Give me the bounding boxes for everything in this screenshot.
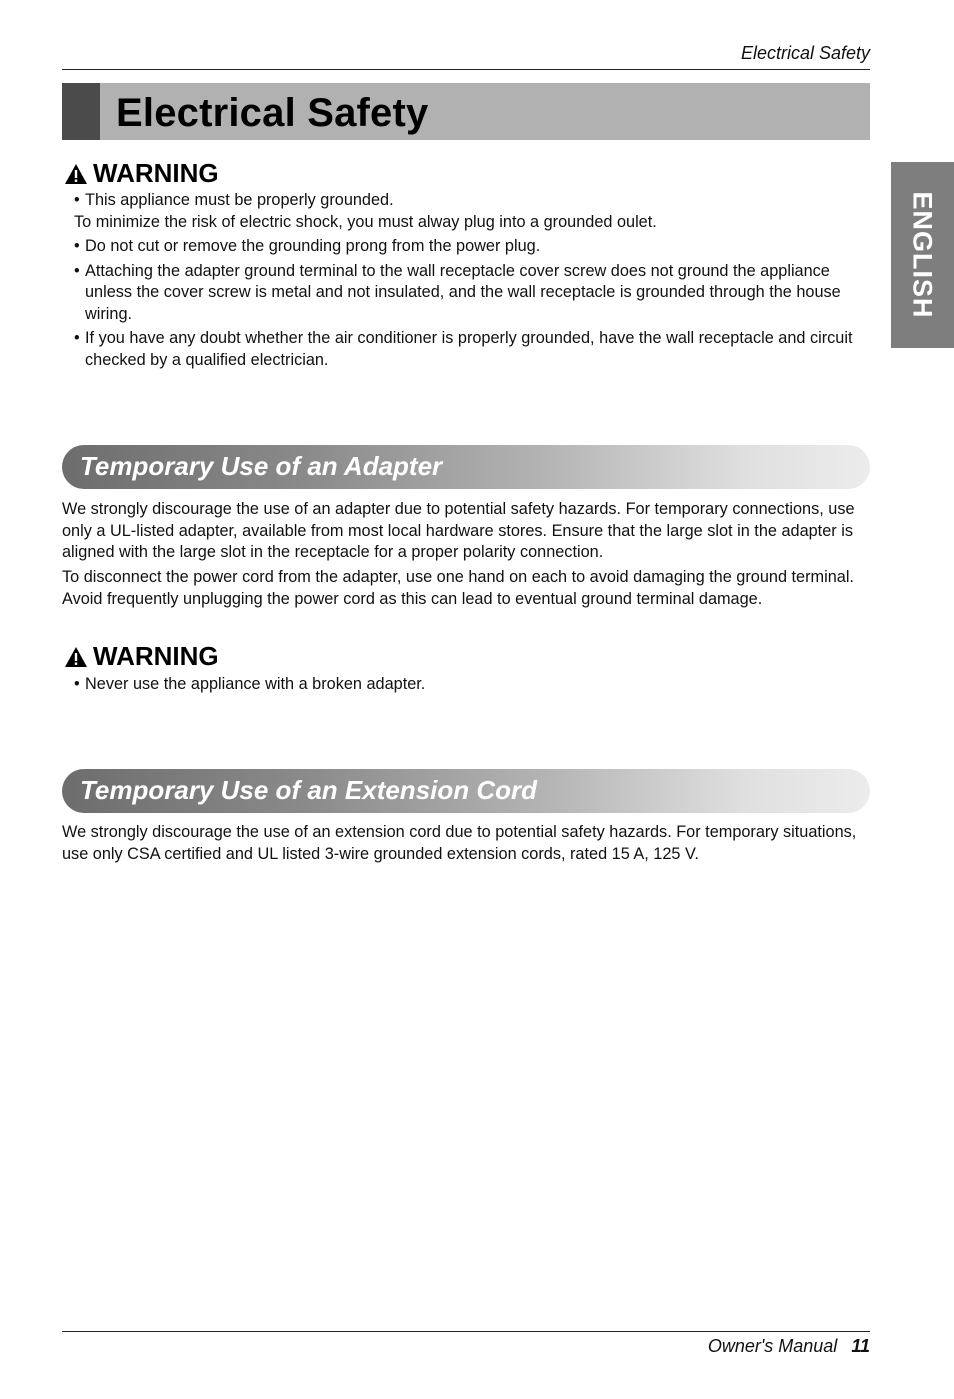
list-item-subtext: To minimize the risk of electric shock, you must alway plug into a grounded oulet. xyxy=(74,212,657,231)
section-bar-extension xyxy=(62,769,870,813)
warning-list-2 xyxy=(74,674,874,699)
warning-triangle-icon xyxy=(64,646,88,668)
warning-heading-1 xyxy=(64,158,219,189)
warning-list-1 xyxy=(74,190,874,374)
footer-rule xyxy=(62,1331,870,1332)
list-item-text: This appliance must be properly grounded. xyxy=(85,191,394,209)
warning-heading-2 xyxy=(64,641,219,672)
list-item-text: Attaching the adapter ground terminal to the wall receptacle cover screw does not ground the appliance unless the cover screw is metal and not insulated, and the wall receptacle is grounded through the house wiring. xyxy=(85,261,841,323)
footer xyxy=(708,1336,870,1357)
language-tab xyxy=(891,162,954,348)
list-item-text: If you have any doubt whether the air conditioner is properly grounded, have the wall receptacle and circuit checked by a qualified electrician. xyxy=(85,329,853,369)
warning-label: WARNING xyxy=(93,641,219,671)
page-number: 11 xyxy=(851,1336,870,1356)
warning-label: WARNING xyxy=(93,158,219,188)
adapter-paragraph-2: To disconnect the power cord from the adapter, use one hand on each to avoid damaging the ground terminal. Avoid frequently unplugging the power cord as this can lead to eventual ground terminal damage. xyxy=(62,568,854,608)
language-label: ENGLISH xyxy=(907,191,938,319)
adapter-paragraph-1: We strongly discourage the use of an adapter due to potential safety hazards. For temporary connections, use only a UL-listed adapter, available from most local hardware stores. Ensure that the large slot in the adapter is aligned with the large slot in the receptacle for a proper polarity connection. xyxy=(62,500,855,561)
list-item xyxy=(74,328,874,371)
warning-triangle-icon xyxy=(64,163,88,185)
page-title: Electrical Safety xyxy=(116,91,429,135)
section-bar-adapter xyxy=(62,445,870,489)
extension-paragraph-1: We strongly discourage the use of an extension cord due to potential safety hazards. For temporary situations, use only CSA certified and UL listed 3-wire grounded extension cords, rated 15 A, 125 V. xyxy=(62,823,857,863)
page-title-bar xyxy=(62,83,870,140)
header-rule xyxy=(62,69,870,70)
section-title-extension: Temporary Use of an Extension Cord xyxy=(80,775,538,805)
list-item-text: Do not cut or remove the grounding prong from the power plug. xyxy=(85,237,541,255)
footer-manual-label: Owner's Manual xyxy=(707,1336,838,1356)
list-item xyxy=(74,261,874,326)
list-item-text: Never use the appliance with a broken adapter. xyxy=(85,675,426,693)
section-title-adapter: Temporary Use of an Adapter xyxy=(80,451,443,481)
running-header: Electrical Safety xyxy=(740,43,870,63)
list-item xyxy=(74,674,874,696)
list-item xyxy=(74,236,874,258)
list-item xyxy=(74,190,874,233)
title-bar-block xyxy=(62,83,100,140)
